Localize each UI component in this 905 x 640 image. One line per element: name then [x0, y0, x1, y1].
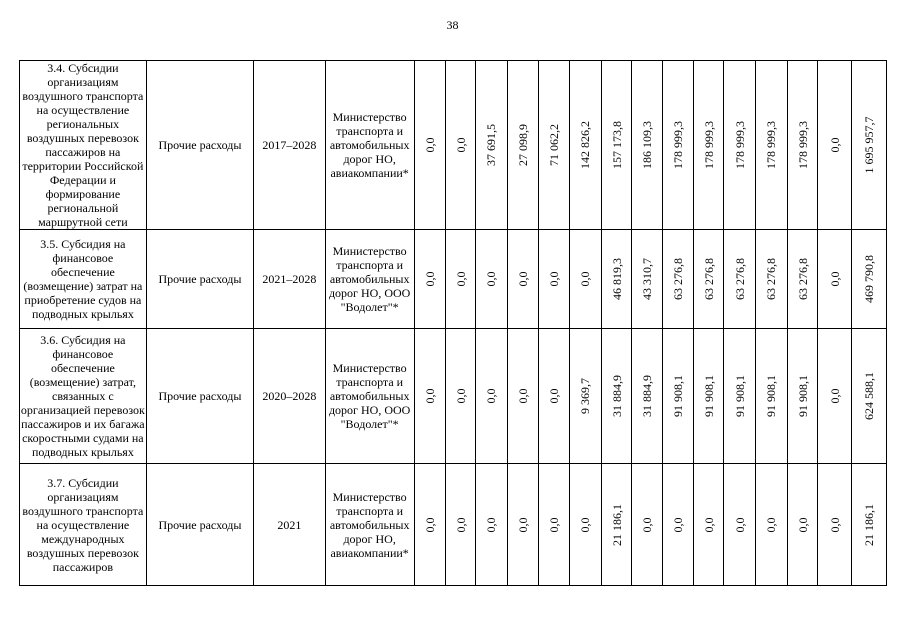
value-cell [724, 61, 756, 230]
value-text: 0,0 [484, 517, 499, 532]
value-text: 178 999,3 [764, 121, 779, 169]
table-row [20, 61, 887, 230]
value-cell [724, 464, 756, 586]
value-cell [852, 464, 887, 586]
period-cell: 2021 [254, 464, 326, 586]
expense-type-cell: Прочие расходы [146, 230, 253, 329]
value-cell [475, 230, 507, 329]
value-text: 0,0 [547, 517, 562, 532]
value-cell [693, 464, 724, 586]
value-cell [818, 61, 852, 230]
budget-table [19, 60, 887, 586]
value-text: 0,0 [422, 137, 437, 153]
value-text: 0,0 [547, 388, 562, 404]
value-text: 1 695 957,7 [862, 116, 877, 174]
executor-cell: Министерство транспорта и автомобильных дорог НО, авиакомпании* [325, 61, 414, 230]
value-cell [632, 230, 663, 329]
value-cell [818, 230, 852, 329]
value-cell [475, 464, 507, 586]
value-text: 63 276,8 [670, 258, 685, 300]
value-cell [507, 329, 539, 464]
value-cell [539, 464, 570, 586]
executor-cell: Министерство транспорта и автомобильных дорог НО, ООО "Водолет"* [325, 329, 414, 464]
value-text: 46 819,3 [609, 258, 624, 300]
value-text: 178 999,3 [795, 121, 810, 169]
value-cell [818, 464, 852, 586]
value-cell [632, 61, 663, 230]
value-text: 178 999,3 [701, 121, 716, 169]
value-text: 178 999,3 [670, 121, 685, 169]
value-cell [756, 329, 788, 464]
value-cell [787, 61, 818, 230]
value-cell [693, 61, 724, 230]
value-cell [601, 329, 632, 464]
value-text: 91 908,1 [701, 375, 716, 417]
value-cell [414, 329, 446, 464]
value-text: 63 276,8 [764, 258, 779, 300]
value-text: 91 908,1 [764, 375, 779, 417]
value-text: 43 310,7 [640, 258, 655, 300]
value-text: 0,0 [732, 517, 747, 532]
executor-cell: Министерство транспорта и автомобильных дорог НО, ООО "Водолет"* [325, 230, 414, 329]
expense-type-cell: Прочие расходы [146, 464, 253, 586]
value-cell [663, 464, 694, 586]
value-text: 0,0 [484, 271, 499, 287]
value-cell [756, 230, 788, 329]
value-text: 0,0 [670, 517, 685, 532]
value-text: 0,0 [515, 271, 530, 287]
value-text: 31 884,9 [609, 375, 624, 417]
value-cell [539, 230, 570, 329]
measure-name-cell: 3.6. Субсидия на финансовое обеспечение (возмещение) затрат, связанных с организацией перевозок пассажиров и их багажа скоростными судами на подводных крыльях [20, 329, 147, 464]
value-text: 63 276,8 [795, 258, 810, 300]
value-text: 0,0 [578, 271, 593, 287]
value-text: 91 908,1 [732, 375, 747, 417]
value-cell [663, 61, 694, 230]
value-cell [475, 329, 507, 464]
value-text: 9 369,7 [578, 378, 593, 414]
value-text: 0,0 [422, 517, 437, 532]
value-text: 71 062,2 [547, 124, 562, 166]
value-cell [601, 230, 632, 329]
value-cell [693, 329, 724, 464]
value-cell [539, 329, 570, 464]
value-cell [475, 61, 507, 230]
value-text: 63 276,8 [732, 258, 747, 300]
value-cell [569, 329, 601, 464]
value-cell [569, 230, 601, 329]
value-text: 0,0 [422, 388, 437, 404]
value-cell [632, 464, 663, 586]
value-cell [507, 61, 539, 230]
value-text: 0,0 [453, 271, 468, 287]
value-cell [539, 61, 570, 230]
value-cell [507, 230, 539, 329]
period-cell: 2021–2028 [254, 230, 326, 329]
value-text: 142 826,2 [578, 121, 593, 169]
value-text: 91 908,1 [795, 375, 810, 417]
value-text: 31 884,9 [640, 375, 655, 417]
value-cell [852, 329, 887, 464]
value-cell [852, 230, 887, 329]
value-text: 21 186,1 [609, 503, 624, 546]
value-cell [601, 61, 632, 230]
value-text: 0,0 [453, 517, 468, 532]
measure-name-cell: 3.4. Субсидии организациям воздушного транспорта на осуществление региональных воздушных перевозок пассажиров на территории Российской Федерации и формирование региональной маршрутной сети [20, 61, 147, 230]
value-cell [787, 230, 818, 329]
measure-name-cell: 3.5. Субсидия на финансовое обеспечение (возмещение) затрат на приобретение судов на подводных крыльях [20, 230, 147, 329]
value-text: 0,0 [515, 517, 530, 532]
value-text: 0,0 [484, 388, 499, 404]
value-text: 0,0 [640, 517, 655, 532]
value-text: 157 173,8 [609, 121, 624, 169]
value-text: 469 790,8 [862, 255, 877, 303]
value-cell [632, 329, 663, 464]
value-text: 63 276,8 [701, 258, 716, 300]
period-cell: 2017–2028 [254, 61, 326, 230]
value-text: 0,0 [827, 388, 842, 404]
value-text: 178 999,3 [732, 121, 747, 169]
value-cell [601, 464, 632, 586]
table-row [20, 230, 887, 329]
value-cell [446, 61, 476, 230]
period-cell: 2020–2028 [254, 329, 326, 464]
value-text: 21 186,1 [862, 503, 877, 546]
value-cell [818, 329, 852, 464]
executor-cell: Министерство транспорта и автомобильных дорог НО, авиакомпании* [325, 464, 414, 586]
value-text: 0,0 [795, 517, 810, 532]
value-cell [852, 61, 887, 230]
value-cell [724, 230, 756, 329]
value-text: 0,0 [547, 271, 562, 287]
value-text: 0,0 [578, 517, 593, 532]
value-cell [724, 329, 756, 464]
value-cell [414, 464, 446, 586]
value-cell [446, 230, 476, 329]
value-cell [446, 329, 476, 464]
table-row [20, 329, 887, 464]
expense-type-cell: Прочие расходы [146, 61, 253, 230]
value-text: 0,0 [827, 517, 842, 532]
value-text: 27 098,9 [515, 124, 530, 166]
value-cell [787, 329, 818, 464]
value-text: 0,0 [701, 517, 716, 532]
value-text: 186 109,3 [640, 121, 655, 169]
value-text: 0,0 [515, 388, 530, 404]
value-cell [569, 464, 601, 586]
value-cell [507, 464, 539, 586]
expense-type-cell: Прочие расходы [146, 329, 253, 464]
value-cell [569, 61, 601, 230]
value-text: 0,0 [453, 388, 468, 404]
value-text: 37 691,5 [484, 124, 499, 166]
value-cell [663, 329, 694, 464]
value-cell [414, 61, 446, 230]
value-text: 0,0 [827, 271, 842, 287]
value-cell [756, 61, 788, 230]
value-cell [663, 230, 694, 329]
table-row [20, 464, 887, 586]
value-cell [693, 230, 724, 329]
page-number: 38 [446, 18, 459, 32]
value-cell [446, 464, 476, 586]
value-text: 624 588,1 [862, 372, 877, 420]
value-cell [414, 230, 446, 329]
measure-name-cell: 3.7. Субсидии организациям воздушного транспорта на осуществление международных воздушных перевозок пассажиров [20, 464, 147, 586]
value-text: 91 908,1 [670, 375, 685, 417]
value-text: 0,0 [827, 137, 842, 153]
value-cell [787, 464, 818, 586]
value-text: 0,0 [453, 137, 468, 153]
value-text: 0,0 [764, 517, 779, 532]
value-cell [756, 464, 788, 586]
value-text: 0,0 [422, 271, 437, 287]
